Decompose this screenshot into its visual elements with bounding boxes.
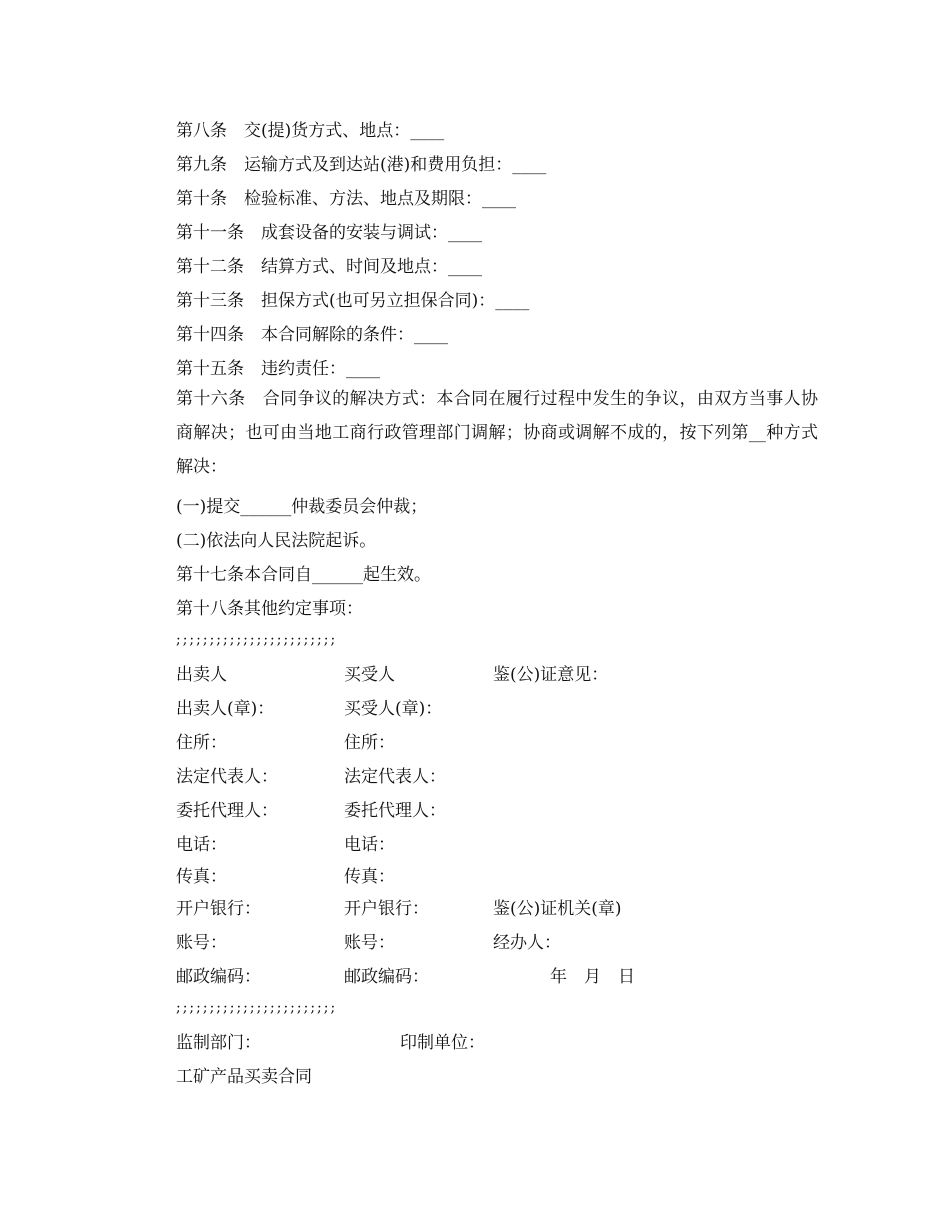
separator-bottom: ;;;;;;;;;;;;;;;;;;;;;;;; [176,1000,338,1016]
notary-opinion: 鉴(公)证意见： [493,665,609,685]
buyer-field: 买受人 [344,665,395,685]
buyer-field: 买受人(章)： [344,699,443,719]
date-line: 年 月 日 [550,967,635,987]
supervisor-label: 监制部门： [176,1033,261,1053]
article-14: 第十四条 本合同解除的条件：____ [176,325,448,345]
seller-field: 开户银行： [176,899,261,919]
buyer-field: 开户银行： [344,899,429,919]
article-15: 第十五条 违约责任：____ [176,359,380,379]
seller-field: 委托代理人： [176,801,278,821]
article-12: 第十二条 结算方式、时间及地点：____ [176,257,482,277]
seller-field: 住所： [176,733,227,753]
separator-top: ;;;;;;;;;;;;;;;;;;;;;;;; [176,632,338,648]
notary-office: 鉴(公)证机关(章) [493,899,622,919]
buyer-field: 电话： [344,835,395,855]
buyer-field: 账号： [344,933,395,953]
seller-field: 传真： [176,867,227,887]
seller-field: 法定代表人： [176,767,278,787]
buyer-field: 邮政编码： [344,967,429,987]
buyer-field: 委托代理人： [344,801,446,821]
document-title: 工矿产品买卖合同 [176,1067,312,1087]
article-8: 第八条 交(提)货方式、地点：____ [176,121,445,141]
seller-field: 电话： [176,835,227,855]
article-10: 第十条 检验标准、方法、地点及期限：____ [176,189,516,209]
buyer-field: 法定代表人： [344,767,446,787]
seller-field: 账号： [176,933,227,953]
printer-label: 印制单位： [400,1033,485,1053]
article-16 [138,382,818,484]
article-13: 第十三条 担保方式(也可另立担保合同)：____ [176,291,530,311]
seller-field: 出卖人 [176,665,227,685]
buyer-field: 传真： [344,867,395,887]
seller-field: 出卖人(章)： [176,699,275,719]
article-11: 第十一条 成套设备的安装与调试：____ [176,223,482,243]
article-16-text: 第十六条 合同争议的解决方式：本合同在履行过程中发生的争议，由双方当事人协商解决；也可由当地工商行政管理部门调解；协商或调解不成的，按下列第__种方式解决： [176,389,818,477]
article-18: 第十八条其他约定事项： [176,599,363,619]
buyer-field: 住所： [344,733,395,753]
seller-field: 邮政编码： [176,967,261,987]
option-arbitration: (一)提交______仲裁委员会仲裁； [176,497,428,517]
article-9: 第九条 运输方式及到达站(港)和费用负担：____ [176,155,547,175]
article-17: 第十七条本合同自______起生效。 [176,565,431,585]
handler: 经办人： [493,933,561,953]
option-court: (二)依法向人民法院起诉。 [176,531,377,551]
